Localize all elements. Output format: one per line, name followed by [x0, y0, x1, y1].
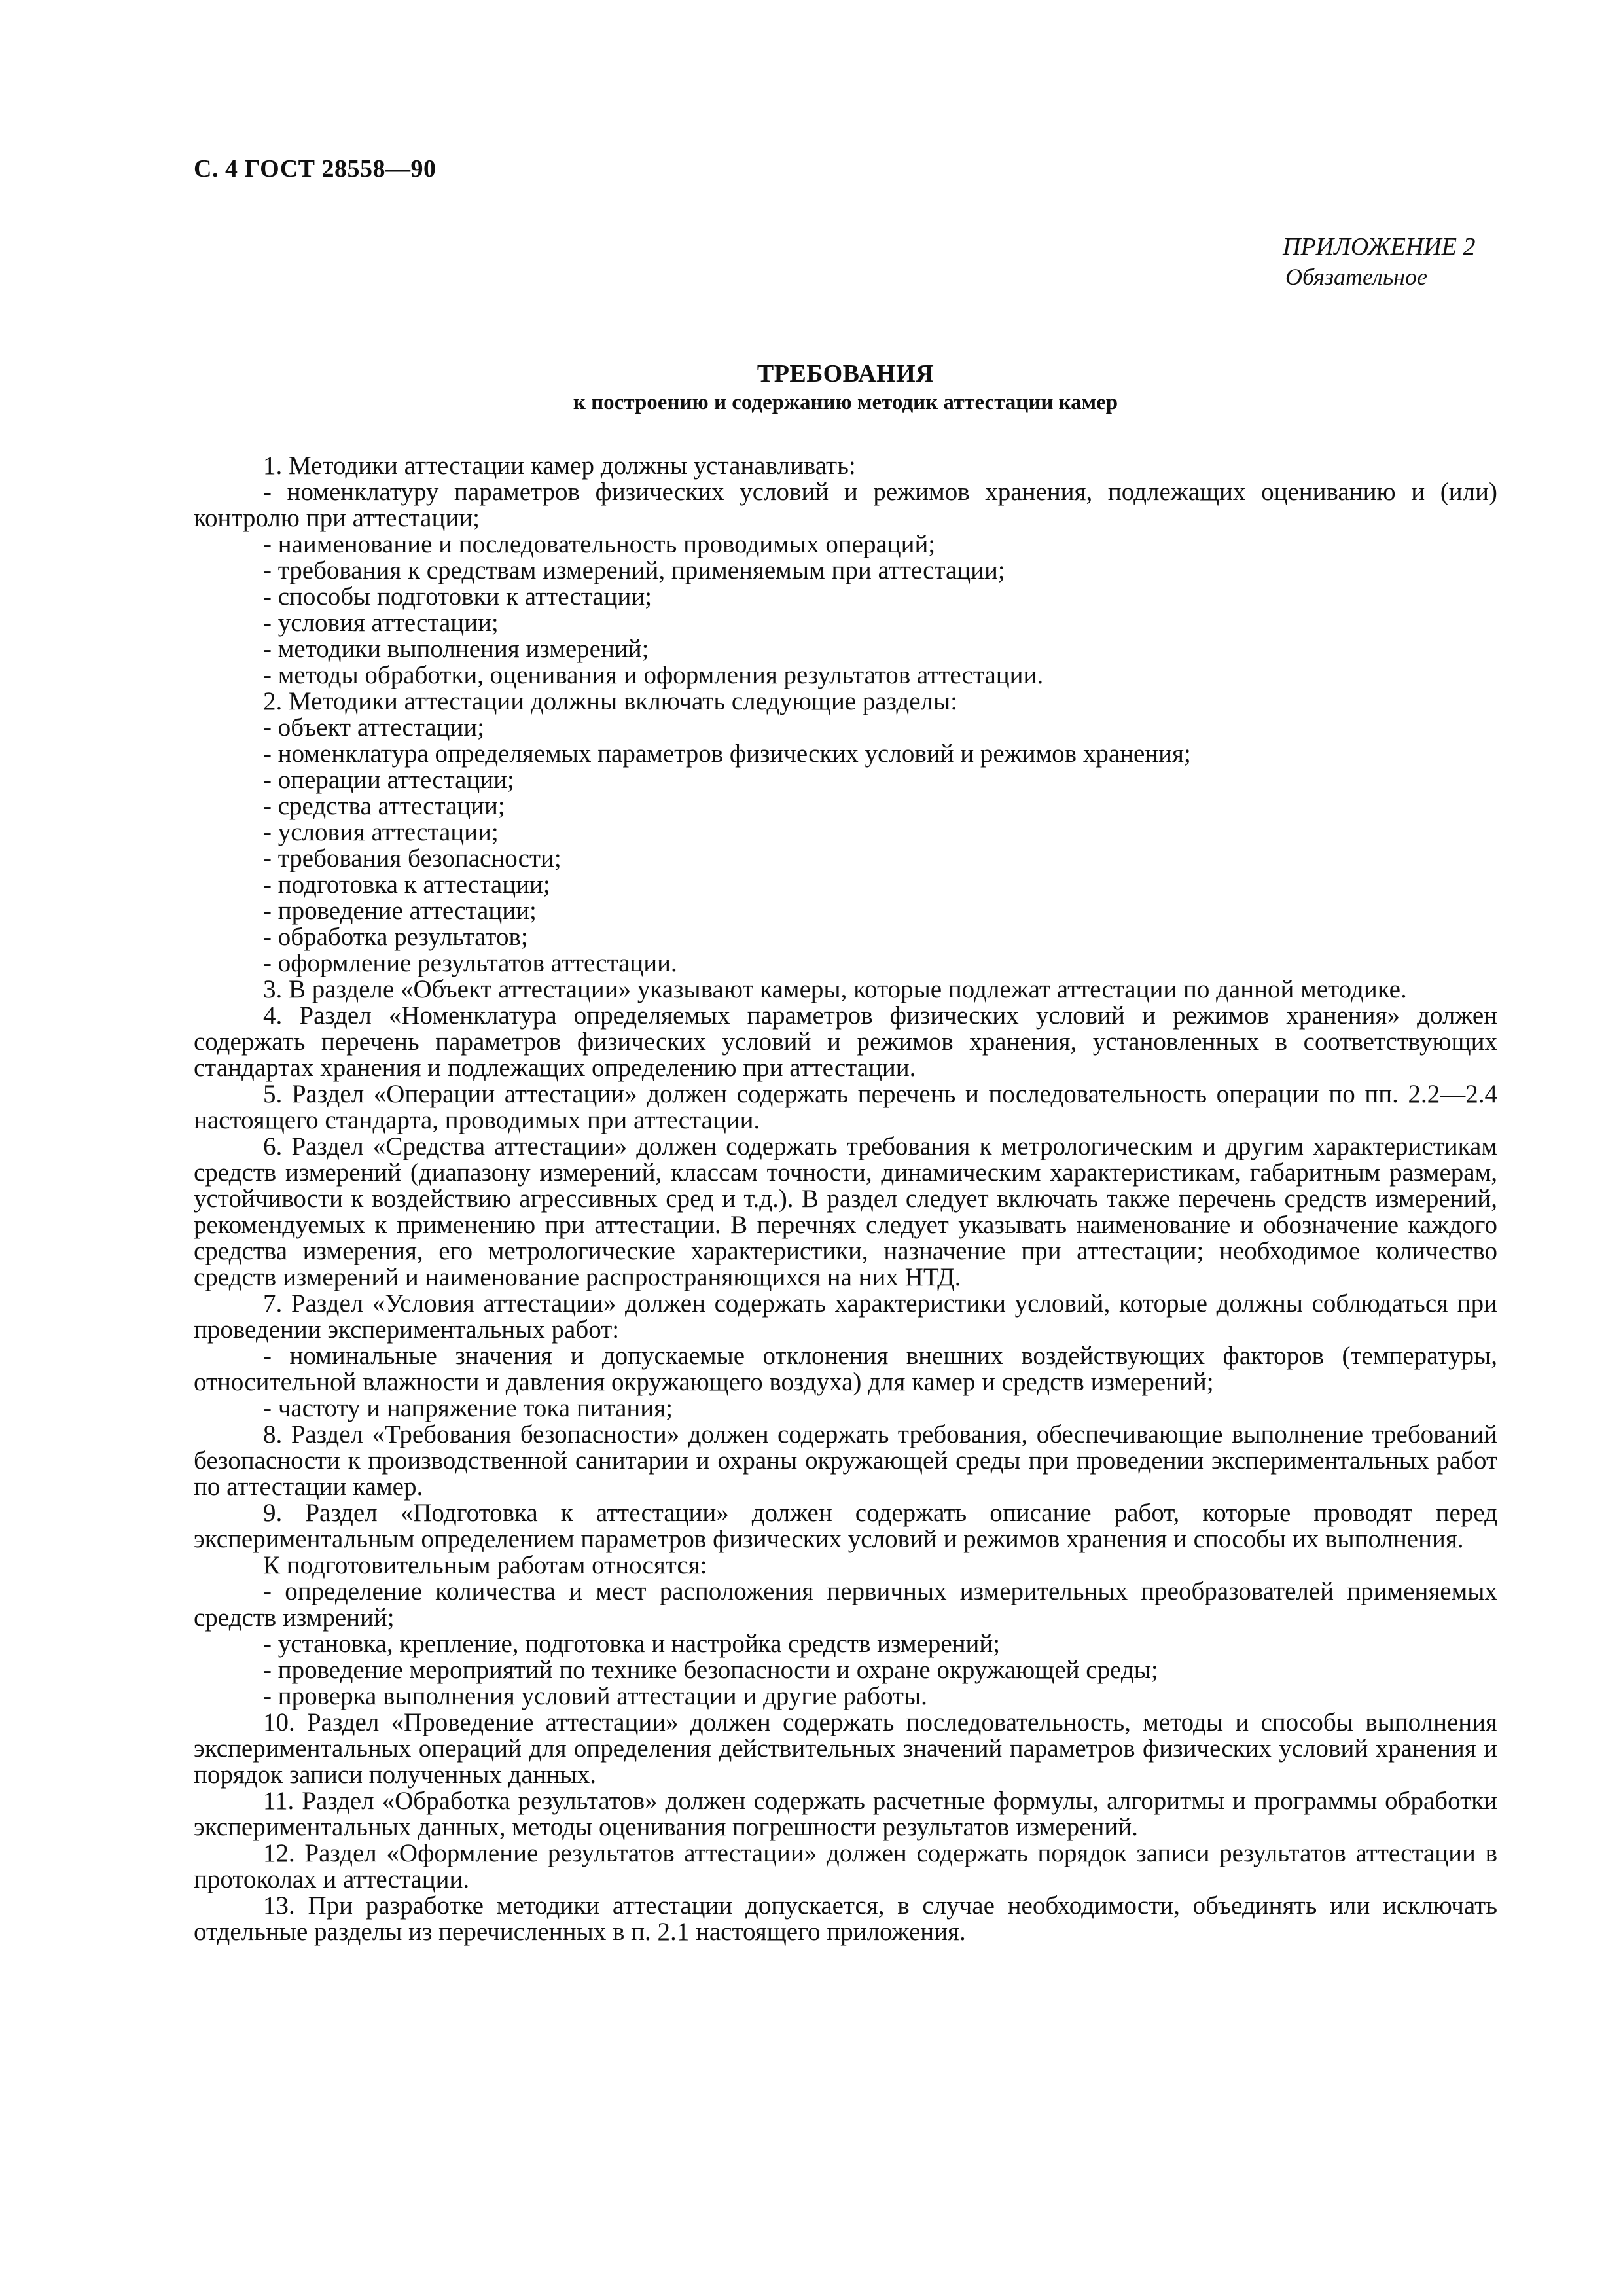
paragraph: - номенклатуру параметров физических условий и режимов хранения, подлежащих оцениванию и (или) контролю при аттестации;: [194, 478, 1497, 532]
appendix-status: Обязательное: [1285, 264, 1427, 290]
paragraph: - номенклатура определяемых параметров физических условий и режимов хранения;: [263, 740, 1191, 768]
document-body: [194, 453, 1497, 1945]
paragraph: - требования безопасности;: [263, 844, 562, 872]
paragraph: 12. Раздел «Оформление результатов аттестации» должен содержать порядок записи результатов аттестации в протоколах и аттестации.: [194, 1839, 1497, 1893]
paragraph: 7. Раздел «Условия аттестации» должен содержать характеристики условий, которые должны соблюдаться при проведении экспериментальных работ:: [194, 1289, 1497, 1344]
paragraph: - операции аттестации;: [263, 766, 514, 794]
page-header: С. 4 ГОСТ 28558—90: [194, 155, 437, 183]
document-title: [194, 359, 1497, 416]
paragraph: К подготовительным работам относятся:: [263, 1551, 707, 1579]
paragraph: 9. Раздел «Подготовка к аттестации» должен содержать описание работ, которые проводят перед экспериментальным определением параметров физических условий и режимов хранения и способы их выполнения.: [194, 1499, 1497, 1553]
paragraph: - условия аттестации;: [263, 609, 499, 637]
paragraph: 10. Раздел «Проведение аттестации» должен содержать последовательность, методы и способы выполнения экспериментальных операций для определения действительных значений параметров физических условий хранения и порядок записи полученных данных.: [194, 1708, 1497, 1789]
paragraph: - наименование и последовательность проводимых операций;: [263, 530, 936, 558]
title-subtitle: к построению и содержанию методик аттестации камер: [573, 391, 1118, 414]
paragraph: - установка, крепление, подготовка и настройка средств измерений;: [263, 1630, 1001, 1658]
paragraph: 2. Методики аттестации должны включать следующие разделы:: [263, 687, 958, 715]
paragraph: 4. Раздел «Номенклатура определяемых параметров физических условий и режимов хранения» должен содержать перечень параметров физических условий и режимов хранения, установленных в соответствующих стандартах хранения и подлежащих определению при аттестации.: [194, 1001, 1497, 1082]
appendix-title: ПРИЛОЖЕНИЕ 2: [1283, 233, 1476, 260]
paragraph: - объект аттестации;: [263, 713, 485, 742]
paragraph: - подготовка к аттестации;: [263, 870, 550, 899]
paragraph: - условия аттестации;: [263, 818, 499, 846]
paragraph: - проведение мероприятий по технике безопасности и охране окружающей среды;: [263, 1656, 1158, 1684]
paragraph: - средства аттестации;: [263, 792, 505, 820]
paragraph: 3. В разделе «Объект аттестации» указывают камеры, которые подлежат аттестации по данной методике.: [263, 975, 1407, 1003]
appendix-label: [1283, 232, 1475, 292]
paragraph: - оформление результатов аттестации.: [263, 949, 677, 977]
paragraph: - требования к средствам измерений, применяемым при аттестации;: [263, 556, 1005, 584]
paragraph: - методики выполнения измерений;: [263, 635, 649, 663]
title-main: ТРЕБОВАНИЯ: [757, 360, 935, 387]
paragraph: - способы подготовки к аттестации;: [263, 583, 652, 611]
paragraph: - номинальные значения и допускаемые отклонения внешних воздействующих факторов (температуры, относительной влажности и давления окружающего воздуха) для камер и средств измерений;: [194, 1342, 1497, 1396]
paragraph: - проведение аттестации;: [263, 897, 537, 925]
paragraph: 13. При разработке методики аттестации допускается, в случае необходимости, объединять или исключать отдельные разделы из перечисленных в п. 2.1 настоящего приложения.: [194, 1892, 1497, 1946]
paragraph: 8. Раздел «Требования безопасности» должен содержать требования, обеспечивающие выполнение требований безопасности к производственной санитарии и охраны окружающей среды при проведении экспериментальных работ по аттестации камер.: [194, 1420, 1497, 1501]
paragraph: 11. Раздел «Обработка результатов» должен содержать расчетные формулы, алгоритмы и программы обработки экспериментальных данных, методы оценивания погрешности результатов измерений.: [194, 1787, 1497, 1841]
paragraph: - проверка выполнения условий аттестации и другие работы.: [263, 1682, 927, 1710]
paragraph: 1. Методики аттестации камер должны устанавливать:: [263, 452, 856, 480]
paragraph: 5. Раздел «Операции аттестации» должен содержать перечень и последовательность операции по пп. 2.2—2.4 настоящего стандарта, проводимых при аттестации.: [194, 1080, 1497, 1134]
paragraph: - частоту и напряжение тока питания;: [263, 1394, 673, 1422]
paragraph: - определение количества и мест расположения первичных измерительных преобразователей применяемых средств измрений;: [194, 1577, 1497, 1632]
paragraph: - обработка результатов;: [263, 923, 528, 951]
paragraph: - методы обработки, оценивания и оформления результатов аттестации.: [263, 661, 1044, 689]
paragraph: 6. Раздел «Средства аттестации» должен содержать требования к метрологическим и другим характеристикам средств измерений (диапазону измерений, классам точности, динамическим характеристикам, габаритным размерам, устойчивости к воздействию агрессивных сред и т.д.). В раздел следует включать также перечень средств измерений, рекомендуемых к применению при аттестации. В перечнях следует указывать наименование и обозначение каждого средства измерения, его метрологические характеристики, назначение при аттестации; необходимое количество средств измерений и наименование распространяющихся на них НТД.: [194, 1132, 1497, 1291]
